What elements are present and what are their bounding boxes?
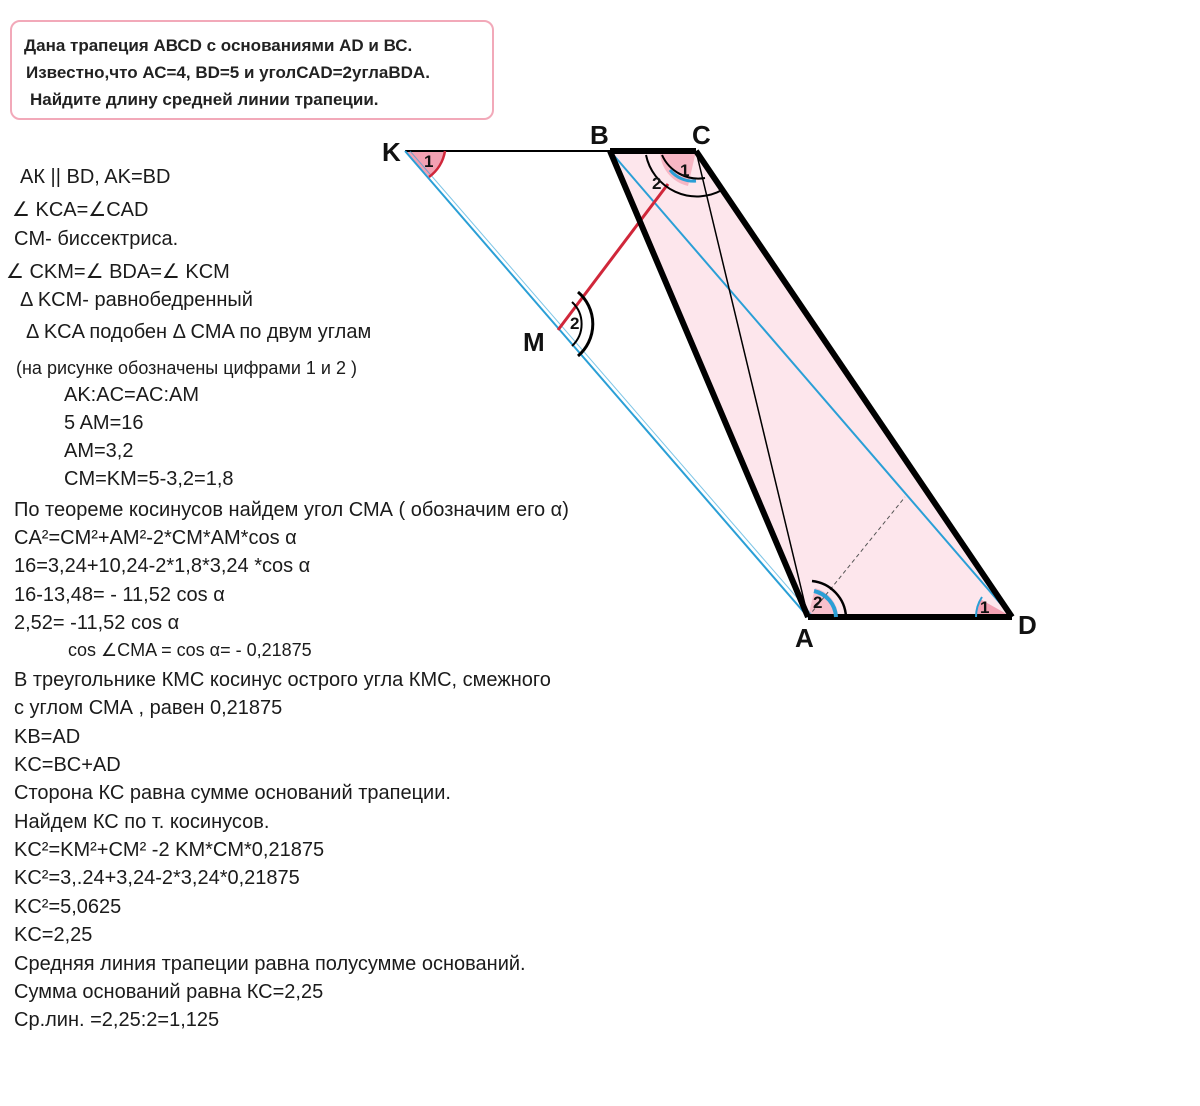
solution-line: (на рисунке обозначены цифрами 1 и 2 ) — [16, 358, 357, 378]
solution-line: Δ KCA подобен Δ CMA по двум углам — [26, 321, 372, 343]
solution-line: KC=BC+AD — [14, 754, 121, 776]
angle-c2-number: 2 — [652, 174, 662, 193]
angle-a-number: 2 — [813, 593, 823, 612]
angle-d-number: 1 — [980, 598, 990, 617]
point-m-label: M — [523, 327, 545, 357]
problem-line: Известно,что АС=4, ВD=5 и уголСАD=2углаBDA. — [26, 63, 430, 82]
solution-line: KB=AD — [14, 726, 81, 748]
solution-line: AM=3,2 — [64, 440, 134, 462]
solution-line: CM- биссектриса. — [14, 228, 179, 250]
solution-line: Сторона КС равна сумме оснований трапеции. — [14, 782, 451, 804]
solution-line: KC=2,25 — [14, 924, 93, 946]
solution-line: KC²=3,.24+3,24-2*3,24*0,21875 — [14, 867, 300, 889]
solution-line: KC²=KM²+CM² -2 KM*CM*0,21875 — [14, 839, 325, 861]
solution-line: ∠ CKM=∠ BDA=∠ KCM — [6, 261, 230, 283]
solution-line: AK:AC=AC:AM — [64, 384, 200, 406]
point-c-label: C — [692, 120, 711, 150]
solution-line: По теореме косинусов найдем угол СМА ( обозначим его α) — [14, 499, 569, 521]
problem-line: Дана трапеция АВСD с основаниями АD и ВС. — [24, 36, 413, 55]
solution-line: Ср.лин. =2,25:2=1,125 — [14, 1009, 220, 1031]
angle-c1-number: 1 — [680, 161, 690, 180]
solution-line: Средняя линия трапеции равна полусумме оснований. — [14, 953, 526, 975]
bisector-cm — [558, 184, 668, 330]
solution-line: 16-13,48= - 11,52 cos α — [14, 584, 225, 606]
solution-line: АК || BD, AK=BD — [20, 166, 171, 188]
point-b-label: B — [590, 120, 609, 150]
solution-line: Δ KCM- равнобедренный — [20, 289, 253, 311]
angle-m-number: 2 — [570, 314, 580, 333]
problem-line: Найдите длину средней линии трапеции. — [30, 90, 379, 109]
solution-line: ∠ KCA=∠CAD — [12, 199, 149, 221]
solution-line: Найдем КС по т. косинусов. — [14, 811, 270, 833]
solution-line: с углом СМА , равен 0,21875 — [14, 697, 283, 719]
solution-line: 2,52= -11,52 cos α — [14, 612, 180, 634]
solution-line: CM=KM=5-3,2=1,8 — [64, 468, 234, 490]
solution-line: CA²=CM²+AM²-2*CM*AM*cos α — [14, 527, 297, 549]
solution-line: 16=3,24+10,24-2*1,8*3,24 *cos α — [14, 555, 311, 577]
solution-line: 5 AM=16 — [64, 412, 144, 434]
point-d-label: D — [1018, 610, 1037, 640]
solution-line: cos ∠CMA = cos α= - 0,21875 — [68, 640, 312, 660]
point-k-label: K — [382, 137, 401, 167]
solution-line: В треугольнике КМС косинус острого угла КМС, смежного — [14, 669, 551, 691]
angle-k-number: 1 — [424, 152, 434, 171]
solution-line: Сумма оснований равна КС=2,25 — [14, 981, 324, 1003]
solution-line: KC²=5,0625 — [14, 896, 122, 918]
point-a-label: A — [795, 623, 814, 653]
